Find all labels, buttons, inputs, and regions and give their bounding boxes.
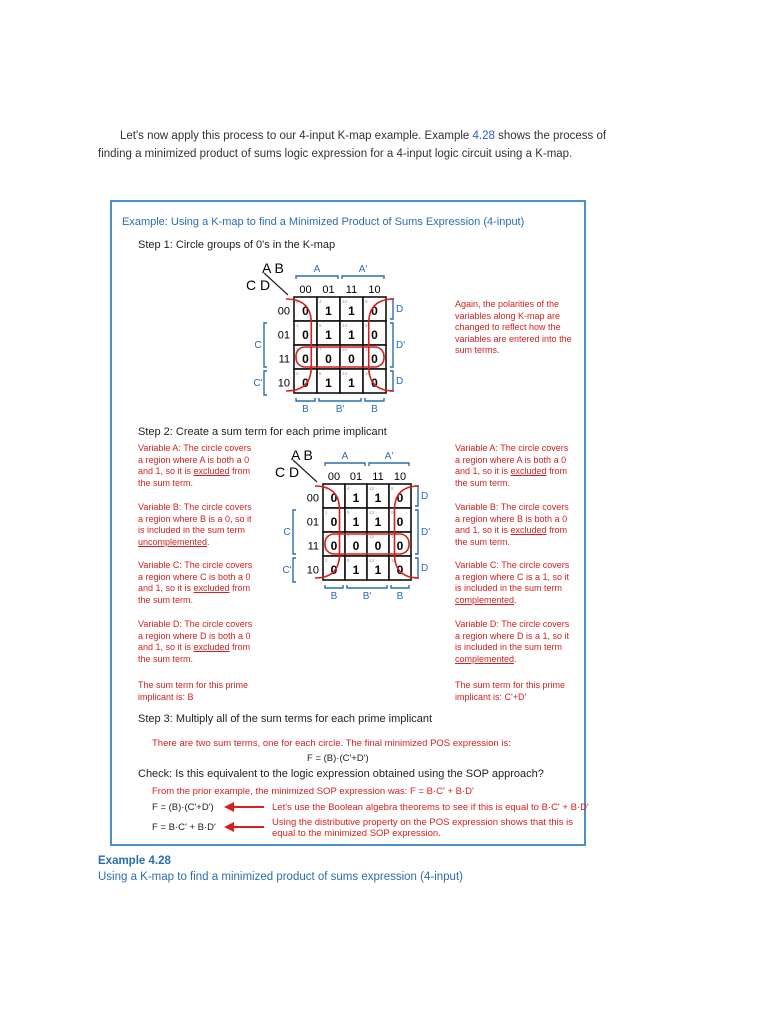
kmap-cell-value: 1: [374, 491, 382, 505]
cell-index: 8: [391, 486, 394, 491]
right-variable-label: D: [396, 304, 404, 315]
cd-label: C D: [275, 464, 300, 480]
bottom-bracket: [365, 398, 384, 401]
variable-note: Variable A: The circle covers a region where A is both a 0 and 1, so it is excluded from the sum term.: [455, 443, 569, 488]
kmap-cell-value: 0: [348, 352, 355, 366]
bottom-variable-label: B: [330, 591, 338, 602]
cell-index: 6: [319, 371, 322, 376]
check-heading: Check: Is this equivalent to the logic expression obtained using the SOP approach?: [138, 768, 544, 780]
variable-note: Variable C: The circle covers a region where C is a 1, so it is included in the sum term complemented.: [455, 560, 570, 605]
top-variable-label: A': [384, 451, 394, 462]
cd-label: C D: [246, 277, 271, 293]
step1-note: Again, the polarities of the variables along K-map are changed to reflect how the variables are entered into the sum terms.: [455, 299, 572, 355]
kmap-cell-value: 1: [325, 376, 332, 390]
variable-note: Variable D: The circle covers a region where D is a 1, so it is included in the sum term complemented.: [455, 619, 570, 664]
cell-index: 5: [347, 510, 350, 515]
col-code: 10: [368, 284, 381, 296]
right-bracket: [415, 510, 418, 554]
step2-heading: Step 2: Create a sum term for each prime implicant: [138, 426, 387, 438]
cell-index: 7: [347, 534, 350, 539]
kmap-cell-value: 0: [371, 304, 378, 318]
kmap-cell-value: 1: [352, 515, 360, 529]
cell-index: 4: [319, 299, 322, 304]
left-bracket: [293, 558, 296, 582]
intro-text: finding a minimized product of sums logic expression for a 4-input logic circuit using a K-map.: [98, 148, 573, 160]
cell-index: 10: [365, 371, 371, 376]
kmap-cell-value: 0: [330, 491, 338, 505]
kmap-cell-value: 1: [325, 328, 332, 342]
col-code: 10: [393, 471, 407, 483]
bottom-variable-label: B': [362, 591, 372, 602]
variable-note: Variable B: The circle covers a region where B is a 0, so it is included in the sum term uncomplemented.: [138, 502, 252, 547]
step1-heading: Step 1: Circle groups of 0's in the K-map: [138, 239, 336, 251]
variable-note: The sum term for this prime implicant is: B: [138, 680, 249, 702]
kmap-cell-value: 0: [396, 491, 404, 505]
kmap-cell-value: 0: [371, 352, 378, 366]
row-code: 01: [306, 516, 319, 529]
kmap-cell-value: 0: [325, 352, 332, 366]
ab-label: A B: [291, 447, 313, 463]
cell-index: 11: [365, 347, 370, 352]
kmap-cell-value: 0: [352, 539, 360, 553]
cell-index: 10: [391, 558, 397, 563]
right-variable-label: D': [396, 340, 406, 351]
col-code: 01: [349, 471, 363, 483]
example-link[interactable]: 4.28: [472, 130, 495, 142]
left-variable-label: C: [254, 340, 262, 351]
cell-index: 1: [325, 510, 328, 515]
row-code: 10: [277, 377, 290, 390]
right-bracket: [390, 323, 393, 367]
caption-text: Using a K-map to find a minimized product of sums expression (4-input): [98, 871, 463, 883]
kmap-cell-value: 0: [396, 563, 404, 577]
bottom-variable-label: B: [302, 404, 309, 415]
kmap-cell-value: 1: [374, 515, 382, 529]
cell-index: 3: [296, 347, 299, 352]
kmap-cell-value: 1: [348, 328, 355, 342]
cell-index: 2: [296, 371, 299, 376]
variable-note: Variable D: The circle covers a region where D is both a 0 and 1, so it is excluded from the sum term.: [138, 619, 253, 664]
row-code: 11: [307, 540, 319, 553]
top-bracket: [369, 463, 409, 466]
row-code: 10: [306, 564, 319, 577]
row-code: 01: [277, 329, 290, 342]
intro-text: shows the process of: [494, 130, 607, 142]
variable-note: Variable C: The circle covers a region where C is both a 0 and 1, so it is excluded from the sum term.: [138, 560, 253, 605]
col-code: 11: [372, 471, 384, 483]
cell-index: 13: [369, 510, 375, 515]
cell-index: 0: [325, 486, 328, 491]
cell-index: 15: [369, 534, 375, 539]
step3-heading: Step 3: Multiply all of the sum terms for each prime implicant: [138, 713, 433, 725]
arrow-icon: [224, 801, 268, 813]
left-bracket: [264, 323, 267, 367]
kmap-step1: [246, 252, 452, 422]
cell-index: 2: [325, 558, 328, 563]
right-bracket: [415, 486, 418, 506]
cell-index: 7: [319, 347, 322, 352]
variable-note: Variable B: The circle covers a region where B is both a 0 and 1, so it is excluded from the sum term.: [455, 502, 569, 547]
left-variable-label: C: [283, 527, 291, 538]
kmap-cell-value: 0: [302, 304, 309, 318]
caption-label: Example 4.28: [98, 855, 171, 867]
col-code: 00: [299, 284, 312, 296]
kmap-cell-value: 0: [302, 328, 309, 342]
top-variable-label: A: [313, 264, 321, 275]
kmap-cell-value: 1: [374, 563, 382, 577]
row-code: 00: [277, 305, 290, 318]
kmap-cell-value: 0: [330, 515, 338, 529]
variable-note: The sum term for this prime implicant is: C'+D': [455, 680, 566, 702]
kmap-cell-value: 1: [325, 304, 332, 318]
bottom-variable-label: B: [371, 404, 378, 415]
col-code: 00: [327, 471, 341, 483]
left-bracket: [293, 510, 296, 554]
right-bracket: [390, 371, 393, 391]
intro-paragraph: [98, 127, 638, 163]
row-code: 00: [306, 492, 319, 505]
left-variable-label: C': [253, 378, 263, 389]
left-bracket: [264, 371, 267, 395]
kmap-step2: [277, 436, 457, 606]
bottom-bracket: [319, 398, 361, 401]
top-variable-label: A': [358, 264, 368, 275]
kmap-cell-value: 0: [396, 539, 404, 553]
cell-index: 6: [347, 558, 350, 563]
cell-index: 14: [342, 371, 348, 376]
top-bracket: [325, 463, 365, 466]
right-variable-label: D: [421, 563, 429, 574]
bottom-bracket: [296, 398, 315, 401]
bottom-variable-label: B: [396, 591, 404, 602]
left-variable-label: C': [282, 565, 292, 576]
right-bracket: [415, 558, 418, 578]
ab-label: A B: [262, 260, 284, 276]
example-box: [110, 200, 589, 846]
top-bracket: [342, 276, 384, 279]
variable-note: Variable A: The circle covers a region where A is both a 0 and 1, so it is excluded from the sum term.: [138, 443, 252, 488]
final-expression: F = (B)·(C'+D'): [307, 753, 369, 764]
kmap-cell-value: 0: [330, 539, 338, 553]
eq2: F = B·C' + B·D': [152, 822, 216, 833]
cell-index: 11: [391, 534, 396, 539]
kmap-cell-value: 0: [371, 328, 378, 342]
col-code: 11: [345, 284, 358, 296]
kmap-cell-value: 0: [302, 376, 309, 390]
kmap-cell-value: 0: [374, 539, 382, 553]
right-variable-label: D': [421, 527, 431, 538]
bottom-bracket: [347, 585, 387, 588]
kmap-cell-value: 1: [348, 304, 355, 318]
example-title: Example: Using a K-map to find a Minimized Product of Sums Expression (4-input): [122, 216, 525, 228]
kmap-cell-value: 1: [352, 563, 360, 577]
prior-expression: From the prior example, the minimized SOP expression was: F = B·C' + B·D': [152, 786, 474, 797]
right-variable-label: D: [396, 376, 404, 387]
cell-index: 14: [369, 558, 375, 563]
kmap-cell-value: 1: [352, 491, 360, 505]
cell-index: 8: [365, 299, 368, 304]
cell-index: 3: [325, 534, 328, 539]
arrow-icon: [224, 821, 268, 833]
kmap-cell-value: 0: [396, 515, 404, 529]
cell-index: 15: [342, 347, 348, 352]
bottom-bracket: [325, 585, 343, 588]
kmap-cell-value: 0: [302, 352, 309, 366]
cell-index: 9: [365, 323, 368, 328]
eq1-note: Let's use the Boolean algebra theorems to see if this is equal to B·C' + B·D': [272, 802, 589, 813]
cell-index: 9: [391, 510, 394, 515]
step3-note: There are two sum terms, one for each circle. The final minimized POS expression is:: [152, 738, 511, 749]
eq2-note: Using the distributive property on the POS expression shows that this is equal to the minimized SOP expression.: [272, 817, 573, 839]
row-code: 11: [278, 353, 290, 366]
bottom-bracket: [391, 585, 409, 588]
kmap-cell-value: 0: [371, 376, 378, 390]
eq1: F = (B)·(C'+D'): [152, 802, 214, 813]
cell-index: 13: [342, 323, 348, 328]
cell-index: 12: [369, 486, 375, 491]
cell-index: 0: [296, 299, 299, 304]
kmap-cell-value: 0: [330, 563, 338, 577]
right-bracket: [390, 299, 393, 319]
right-variable-label: D: [421, 491, 429, 502]
kmap-cell-value: 1: [348, 376, 355, 390]
col-code: 01: [322, 284, 335, 296]
top-bracket: [296, 276, 338, 279]
bottom-variable-label: B': [335, 404, 345, 415]
cell-index: 12: [342, 299, 348, 304]
cell-index: 5: [319, 323, 322, 328]
intro-text: Let's now apply this process to our 4-input K-map example. Example: [120, 130, 473, 142]
cell-index: 1: [296, 323, 299, 328]
cell-index: 4: [347, 486, 350, 491]
top-variable-label: A: [341, 451, 349, 462]
